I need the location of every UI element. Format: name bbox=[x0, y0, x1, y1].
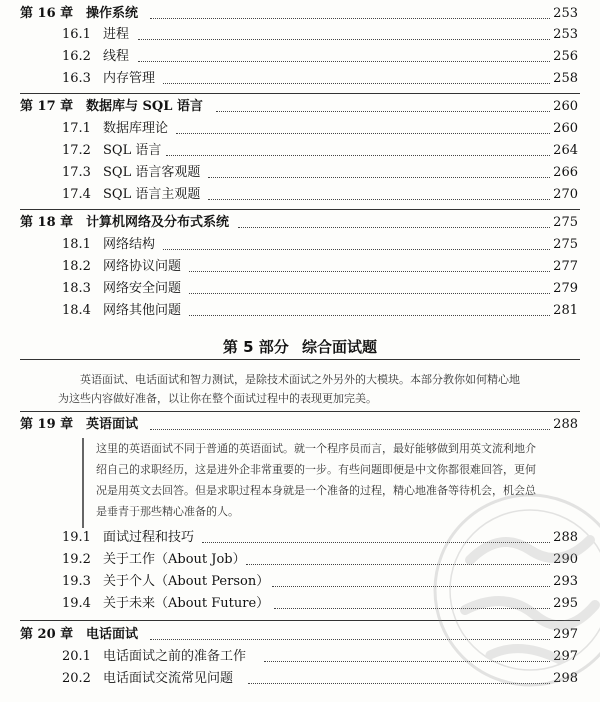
section-number: 16.3 bbox=[62, 71, 91, 86]
chapter-title: 英语面试 bbox=[86, 417, 139, 432]
section-title: 网络结构 bbox=[103, 237, 156, 252]
section-number: 17.4 bbox=[62, 187, 91, 202]
part-number: 第 5 部分 bbox=[222, 338, 289, 356]
dot-leader bbox=[238, 227, 550, 228]
divider bbox=[20, 209, 580, 210]
page-number: 277 bbox=[553, 259, 578, 274]
toc-section[interactable] bbox=[0, 669, 600, 689]
section-title: 进程 bbox=[103, 27, 130, 42]
section-number: 18.1 bbox=[62, 237, 91, 252]
toc-section[interactable] bbox=[0, 141, 600, 161]
page-number: 260 bbox=[553, 121, 578, 136]
section-title: SQL 语言 bbox=[103, 143, 162, 158]
page-number: 258 bbox=[553, 71, 578, 86]
section-title: 网络其他问题 bbox=[103, 303, 182, 318]
toc-section[interactable] bbox=[0, 550, 600, 570]
dot-leader bbox=[189, 315, 550, 316]
chapter-title: 数据库与 SQL 语言 bbox=[86, 99, 203, 114]
dot-leader bbox=[138, 61, 550, 62]
dot-leader bbox=[189, 293, 550, 294]
page-number: 266 bbox=[553, 165, 578, 180]
chapter-intro-quote bbox=[82, 438, 572, 528]
page-number: 297 bbox=[553, 649, 578, 664]
toc-section[interactable] bbox=[0, 301, 600, 321]
page-number: 297 bbox=[553, 627, 578, 642]
dot-leader bbox=[264, 661, 550, 662]
page-number: 293 bbox=[553, 574, 578, 589]
section-title: 面试过程和技巧 bbox=[103, 530, 195, 545]
section-number: 19.2 bbox=[62, 552, 91, 567]
toc-section[interactable] bbox=[0, 279, 600, 299]
section-number: 17.2 bbox=[62, 143, 91, 158]
section-number: 20.1 bbox=[62, 649, 91, 664]
dot-leader bbox=[150, 639, 550, 640]
dot-leader bbox=[150, 18, 550, 19]
section-title: 线程 bbox=[103, 49, 130, 64]
section-number: 17.3 bbox=[62, 165, 91, 180]
section-title: 数据库理论 bbox=[103, 121, 169, 136]
dot-leader bbox=[138, 39, 550, 40]
section-title: 电话面试之前的准备工作 bbox=[103, 649, 247, 664]
chapter-number: 第 17 章 bbox=[20, 99, 74, 114]
dot-leader bbox=[274, 608, 550, 609]
page-number: 256 bbox=[553, 49, 578, 64]
page-number: 275 bbox=[553, 237, 578, 252]
page-number: 275 bbox=[553, 215, 578, 230]
section-title: SQL 语言主观题 bbox=[103, 187, 201, 202]
toc-section[interactable] bbox=[0, 119, 600, 139]
dot-leader bbox=[248, 683, 550, 684]
toc-section[interactable] bbox=[0, 185, 600, 205]
section-number: 18.3 bbox=[62, 281, 91, 296]
part-name: 综合面试题 bbox=[302, 338, 378, 356]
chapter-number: 第 16 章 bbox=[20, 6, 74, 21]
section-number: 18.4 bbox=[62, 303, 91, 318]
toc-section[interactable] bbox=[0, 235, 600, 255]
section-number: 20.2 bbox=[62, 671, 91, 686]
toc-section[interactable] bbox=[0, 572, 600, 592]
chapter-title: 操作系统 bbox=[86, 6, 139, 21]
intro-line: 英语面试、电话面试和智力测试，是除技术面试之外另外的大模块。本部分教你如何精心地 bbox=[80, 373, 520, 386]
page-number: 260 bbox=[553, 99, 578, 114]
toc-section[interactable] bbox=[0, 163, 600, 183]
part-title bbox=[0, 336, 600, 357]
section-title: 关于个人（About Person） bbox=[103, 574, 270, 589]
divider bbox=[20, 411, 580, 412]
section-title: 关于未来（About Future） bbox=[103, 596, 270, 611]
page-number: 253 bbox=[553, 27, 578, 42]
chapter-number: 第 19 章 bbox=[20, 417, 74, 432]
section-title: 内存管理 bbox=[103, 71, 156, 86]
toc-section[interactable] bbox=[0, 594, 600, 614]
page-number: 281 bbox=[553, 303, 578, 318]
dot-leader bbox=[208, 199, 550, 200]
section-number: 16.1 bbox=[62, 27, 91, 42]
quote-line: 绍自己的求职经历，这是进外企非常重要的一步。有些问题即便是中文你都很难回答，更何 bbox=[96, 463, 536, 476]
section-title: 电话面试交流常见问题 bbox=[103, 671, 234, 686]
dot-leader bbox=[189, 271, 550, 272]
dot-leader bbox=[150, 429, 550, 430]
dot-leader bbox=[202, 542, 550, 543]
section-number: 19.1 bbox=[62, 530, 91, 545]
page-number: 279 bbox=[553, 281, 578, 296]
page-number: 290 bbox=[553, 552, 578, 567]
toc-chapter-18[interactable] bbox=[0, 213, 600, 233]
page-number: 288 bbox=[553, 530, 578, 545]
part-intro bbox=[58, 370, 558, 408]
section-number: 17.1 bbox=[62, 121, 91, 136]
divider bbox=[20, 620, 580, 621]
toc-section[interactable] bbox=[0, 69, 600, 89]
toc-section[interactable] bbox=[0, 257, 600, 277]
section-title: 关于工作（About Job） bbox=[103, 552, 246, 567]
dot-leader bbox=[166, 155, 550, 156]
chapter-number: 第 20 章 bbox=[20, 627, 74, 642]
quote-line: 这里的英语面试不同于普通的英语面试。就一个程序员而言，最好能够做到用英文流利地介 bbox=[96, 442, 536, 455]
toc-section[interactable] bbox=[0, 647, 600, 667]
section-title: SQL 语言客观题 bbox=[103, 165, 201, 180]
section-title: 网络安全问题 bbox=[103, 281, 182, 296]
section-title: 网络协议问题 bbox=[103, 259, 182, 274]
dot-leader bbox=[163, 83, 550, 84]
chapter-number: 第 18 章 bbox=[20, 215, 74, 230]
dot-leader bbox=[216, 111, 550, 112]
section-number: 19.3 bbox=[62, 574, 91, 589]
toc-chapter-16[interactable] bbox=[0, 4, 600, 24]
section-number: 16.2 bbox=[62, 49, 91, 64]
dot-leader bbox=[176, 133, 550, 134]
page-number: 295 bbox=[553, 596, 578, 611]
toc-chapter-20[interactable] bbox=[0, 625, 600, 645]
toc-section[interactable] bbox=[0, 528, 600, 548]
quote-line: 况是用英文去回答。但是求职过程本身就是一个准备的过程，精心地准备等待机会，机会总 bbox=[96, 484, 536, 497]
page-number: 270 bbox=[553, 187, 578, 202]
toc-chapter-17[interactable] bbox=[0, 97, 600, 117]
toc-section[interactable] bbox=[0, 47, 600, 67]
quote-line: 是垂青于那些精心准备的人。 bbox=[96, 505, 239, 518]
divider bbox=[20, 359, 580, 360]
page-number: 288 bbox=[553, 417, 578, 432]
dot-leader bbox=[272, 586, 550, 587]
dot-leader bbox=[208, 177, 550, 178]
page-number: 264 bbox=[553, 143, 578, 158]
section-number: 19.4 bbox=[62, 596, 91, 611]
toc-section[interactable] bbox=[0, 25, 600, 45]
page-number: 298 bbox=[553, 671, 578, 686]
page-number: 253 bbox=[553, 6, 578, 21]
divider bbox=[20, 93, 580, 94]
dot-leader bbox=[163, 249, 550, 250]
chapter-title: 电话面试 bbox=[86, 627, 139, 642]
chapter-title: 计算机网络及分布式系统 bbox=[86, 215, 230, 230]
section-number: 18.2 bbox=[62, 259, 91, 274]
intro-line: 为这些内容做好准备，以让你在整个面试过程中的表现更加完美。 bbox=[58, 392, 377, 405]
toc-chapter-19[interactable] bbox=[0, 415, 600, 435]
dot-leader bbox=[246, 564, 550, 565]
